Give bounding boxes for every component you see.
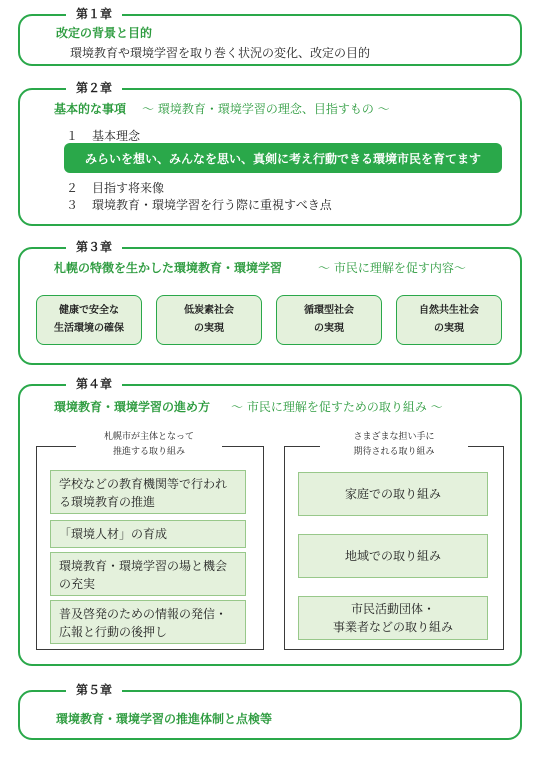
basic-philosophy-banner: みらいを想い、みんなを思い、真剣に考え行動できる環境市民を育てます bbox=[64, 143, 502, 173]
item-line-1: 学校などの教育機関等で行われ bbox=[59, 477, 228, 491]
chapter-2-title: 基本的な事項 bbox=[54, 102, 127, 116]
chapter-3-title: 札幌の特徴を生かした環境教育・環境学習 bbox=[54, 261, 283, 275]
chapter-5-title: 環境教育・環境学習の推進体制と点検等 bbox=[56, 712, 273, 726]
pill-line-1: 健康で安全な bbox=[59, 305, 119, 316]
pill-line-2: 生活環境の確保 bbox=[54, 323, 124, 334]
chapter-4-label: 第４章 bbox=[66, 377, 122, 391]
left-item-information bbox=[50, 600, 246, 644]
chapter-2-item-3-text: 環境教育・環境学習を行う際に重視すべき点 bbox=[92, 198, 332, 212]
chapter-2-label: 第２章 bbox=[66, 81, 122, 95]
item-line-2: の充実 bbox=[59, 577, 96, 591]
city-led-initiatives-label bbox=[76, 430, 222, 460]
chapter-1-label: 第１章 bbox=[66, 7, 122, 21]
chapter-3-label: 第３章 bbox=[66, 240, 122, 254]
right-item-household bbox=[298, 472, 488, 516]
item-line-1: 環境教育・環境学習の場と機会 bbox=[59, 559, 228, 573]
theme-pill-health bbox=[36, 295, 142, 345]
chapter-2-item-2-text: 目指す将来像 bbox=[92, 181, 165, 195]
item-line-2: 広報と行動の後押し bbox=[59, 625, 168, 639]
label-line-1: 札幌市が主体となって bbox=[103, 432, 194, 442]
pill-line-2: の実現 bbox=[194, 323, 224, 334]
right-item-community bbox=[298, 534, 488, 578]
left-item-opportunities bbox=[50, 552, 246, 596]
chapter-4-subtitle: ～ 市民に理解を促すための取り組み ～ bbox=[231, 400, 443, 414]
label-line-2: 推進する取り組み bbox=[112, 447, 185, 457]
label-line-1: さまざまな担い手に bbox=[353, 432, 435, 442]
chapter-1-body: 環境教育や環境学習を取り巻く状況の変化、改定の目的 bbox=[70, 46, 371, 60]
item-line-2: る環境教育の推進 bbox=[59, 495, 156, 509]
chapter-4-title: 環境教育・環境学習の進め方 bbox=[54, 400, 211, 414]
item-line-1: 「環境人材」の育成 bbox=[59, 527, 168, 541]
pill-line-1: 循環型社会 bbox=[304, 305, 354, 316]
item-line-2: 事業者などの取り組み bbox=[332, 620, 453, 634]
left-item-school bbox=[50, 470, 246, 514]
chapter-5-label: 第５章 bbox=[66, 683, 122, 697]
left-item-human-resources bbox=[50, 520, 246, 548]
label-line-2: 期待される取り組み bbox=[353, 447, 435, 457]
right-item-organizations bbox=[298, 596, 488, 640]
chapter-2-item-1-text: 基本理念 bbox=[92, 129, 141, 143]
chapter-3-subtitle: ～ 市民に理解を促す内容～ bbox=[318, 261, 466, 275]
chapter-2-subtitle: ～ 環境教育・環境学習の理念、目指すもの ～ bbox=[142, 102, 390, 116]
theme-pill-low-carbon bbox=[156, 295, 262, 345]
pill-line-2: の実現 bbox=[314, 323, 344, 334]
chapter-2-item-1-num: １ bbox=[66, 129, 79, 143]
theme-pill-recycling bbox=[276, 295, 382, 345]
item-line-1: 地域での取り組み bbox=[344, 549, 441, 563]
chapter-2-item-3-num: ３ bbox=[66, 198, 79, 212]
item-line-1: 市民活動団体・ bbox=[350, 602, 435, 616]
item-line-1: 家庭での取り組み bbox=[344, 487, 441, 501]
pill-line-1: 低炭素社会 bbox=[184, 305, 234, 316]
theme-pill-nature bbox=[396, 295, 502, 345]
stakeholder-initiatives-label bbox=[320, 430, 468, 460]
pill-line-2: の実現 bbox=[434, 323, 464, 334]
chapter-2-item-2-num: ２ bbox=[66, 181, 79, 195]
pill-line-1: 自然共生社会 bbox=[419, 305, 479, 316]
chapter-1-title: 改定の背景と目的 bbox=[56, 26, 153, 40]
item-line-1: 普及啓発のための情報の発信・ bbox=[59, 607, 228, 621]
